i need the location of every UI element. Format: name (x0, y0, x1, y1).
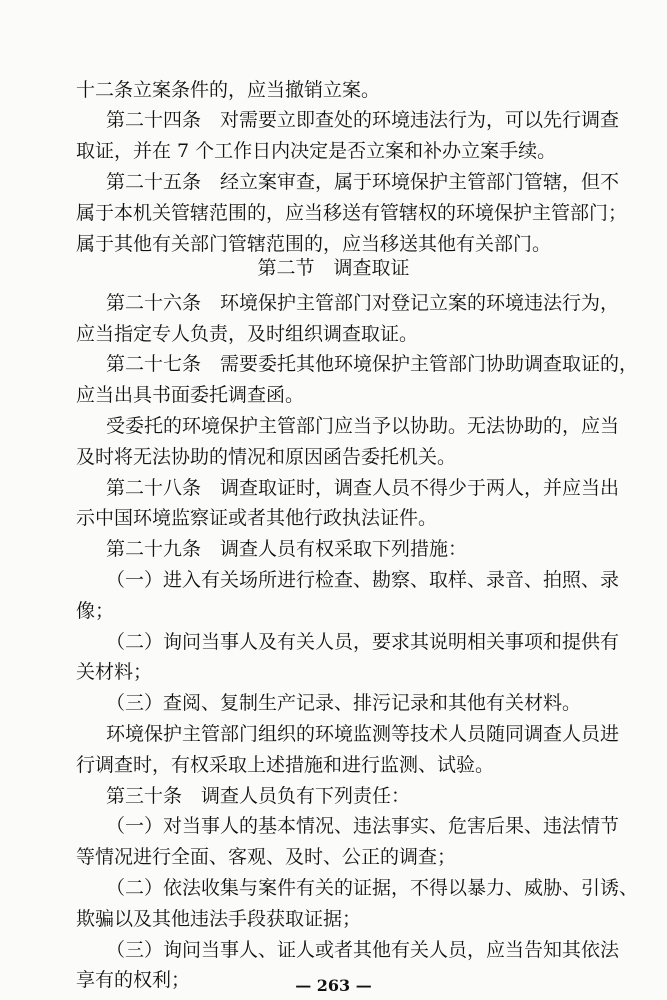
paragraph-line-2: 及时将无法协助的情况和原因函告委托机关。 (76, 446, 457, 468)
paragraph-line-1: 受委托的环境保护主管部门应当予以协助。无法协助的，应当 (106, 415, 620, 437)
paragraph-2-line-1: 环境保护主管部门组织的环境监测等技术人员随同调查人员进 (106, 723, 620, 745)
measure-1-line-2: 像； (76, 600, 115, 622)
duty-3-line-1: （三）询问当事人、证人或者其他有关人员，应当告知其依法 (106, 939, 620, 961)
measure-3-line-1: （三）查阅、复制生产记录、排污记录和其他有关材料。 (106, 692, 582, 714)
article-25-line-1: 第二十五条 经立案审查，属于环境保护主管部门管辖，但不 (106, 171, 620, 193)
duty-2-line-2: 欺骗以及其他违法手段获取证据； (76, 908, 362, 930)
measure-1-line-1: （一）进入有关场所进行检查、勘察、取样、录音、拍照、录 (106, 569, 620, 591)
article-28-line-2: 示中国环境监察证或者其他行政执法证件。 (76, 507, 438, 529)
measure-2-line-1: （二）询问当事人及有关人员，要求其说明相关事项和提供有 (106, 631, 620, 653)
article-26-line-1: 第二十六条 环境保护主管部门对登记立案的环境违法行为， (106, 292, 620, 314)
text-line-1: 十二条立案条件的，应当撤销立案。 (76, 79, 381, 101)
article-27-line-2: 应当出具书面委托调查函。 (76, 384, 305, 406)
article-25-line-2: 属于本机关管辖范围的，应当移送有管辖权的环境保护主管部门； (76, 202, 628, 224)
article-29-line-1: 第二十九条 调查人员有权采取下列措施： (106, 538, 468, 560)
duty-2-line-1: （二）依法收集与案件有关的证据，不得以暴力、威胁、引诱、 (106, 877, 639, 899)
page-number: — 263 — (295, 976, 372, 995)
article-26-line-2: 应当指定专人负责，及时组织调查取证。 (76, 323, 419, 345)
duty-1-line-1: （一）对当事人的基本情况、违法事实、危害后果、违法情节 (106, 815, 620, 837)
paragraph-2-line-2: 行调查时，有权采取上述措施和进行监测、试验。 (76, 754, 495, 776)
article-27-line-1: 第二十七条 需要委托其他环境保护主管部门协助调查取证的， (106, 353, 639, 375)
duty-1-line-2: 等情况进行全面、客观、及时、公正的调查； (76, 846, 457, 868)
article-24-line-1: 第二十四条 对需要立即查处的环境违法行为，可以先行调查 (106, 109, 620, 131)
article-24-line-2: 取证，并在 7 个工作日内决定是否立案和补办立案手续。 (76, 140, 557, 162)
duty-3-line-2: 享有的权利； (76, 969, 191, 991)
article-30-line-1: 第三十条 调查人员负有下列责任： (106, 785, 411, 807)
article-28-line-1: 第二十八条 调查取证时，调查人员不得少于两人，并应当出 (106, 477, 620, 499)
measure-2-line-2: 关材料； (76, 661, 153, 683)
section-heading: 第二节 调查取证 (257, 257, 410, 279)
article-25-line-3: 属于其他有关部门管辖范围的，应当移送其他有关部门。 (76, 233, 552, 255)
